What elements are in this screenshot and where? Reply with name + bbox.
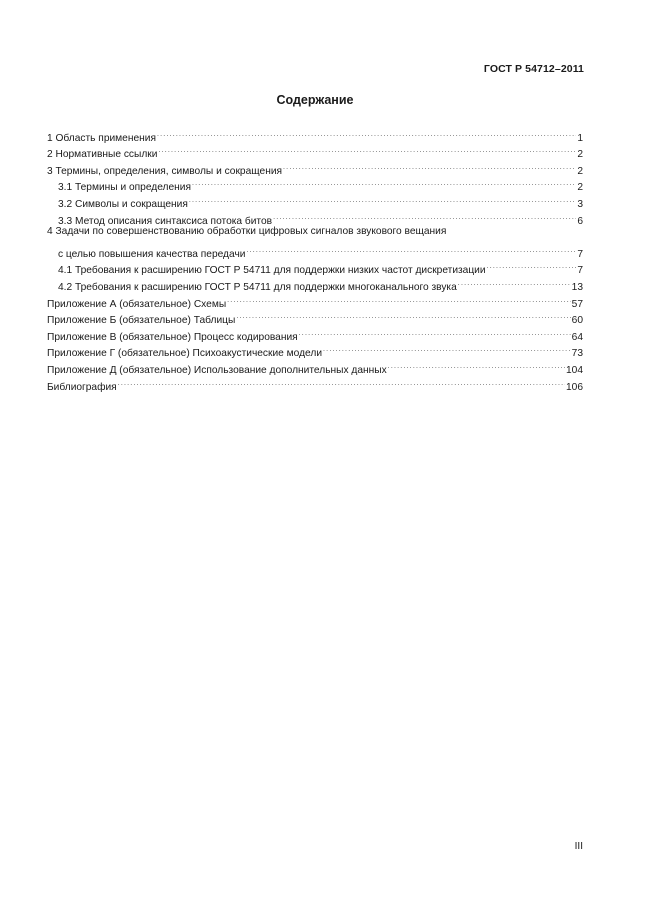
toc-entry-page: 2 [577,165,583,177]
toc-dot-leader [189,190,576,207]
toc-entry-page: 2 [577,149,583,161]
toc-entry[interactable] [47,373,583,393]
toc-title: Содержание [276,93,354,107]
toc-entry-text: 3.3 Метод описания синтаксиса потока битов [58,215,273,227]
toc-entry-page: 2 [577,182,583,194]
toc-dot-leader [227,290,571,307]
toc-dot-leader [236,307,570,324]
toc-entry-text: 3.1 Термины и определения [58,182,191,194]
toc-entry-page: 3 [577,198,583,210]
toc-entry-text: Приложение Б (обязательное) Таблицы [47,315,236,327]
toc-dot-leader [283,157,576,174]
toc-entry-page: 7 [577,248,583,260]
toc-entry-page: 106 [566,381,583,393]
toc-entry-text: 4 Задачи по совершенствованию обработки цифровых сигналов звукового вещания [47,225,447,237]
toc-entry-text: 1 Область применения [47,132,156,144]
toc-dot-leader [323,340,571,357]
toc-entry-heading-line[interactable] [47,224,583,241]
toc-dot-leader [157,124,576,141]
toc-dot-leader [299,323,571,340]
toc-entry-text: Приложение А (обязательное) Схемы [47,298,227,310]
toc-entry-page: 60 [571,315,583,327]
toc-entry-text: 3.2 Символы и сокращения [58,198,188,210]
toc-entry-page: 104 [566,364,583,376]
toc-dot-leader [158,141,576,158]
toc-entry-text: Приложение Г (обязательное) Психоакустические модели [47,348,323,360]
table-of-contents [47,124,583,393]
toc-entry[interactable] [47,124,583,144]
toc-entry-page: 6 [577,215,583,227]
toc-entry-text: 4.1 Требования к расширению ГОСТ Р 54711 для поддержки низких частот дискретизации [58,265,486,277]
toc-entry-text: Библиография [47,381,117,393]
toc-dot-leader [273,207,576,224]
toc-entry-page: 73 [571,348,583,360]
toc-dot-leader [118,373,565,390]
toc-entry-text: Приложение В (обязательное) Процесс кодирования [47,331,298,343]
page-number: III [574,841,583,852]
toc-entry-page: 57 [571,298,583,310]
toc-entry-page: 1 [577,132,583,144]
toc-entry-page: 7 [577,265,583,277]
toc-dot-leader [192,174,576,191]
toc-dot-leader [388,356,565,373]
toc-dot-leader [246,240,576,257]
toc-entry-text: Приложение Д (обязательное) Использование дополнительных данных [47,364,387,376]
toc-entry-text: 4.2 Требования к расширению ГОСТ Р 54711 для поддержки многоканального звука [58,281,457,293]
toc-entry-page: 13 [571,281,583,293]
toc-entry-text: с целью повышения качества передачи [58,248,246,260]
toc-entry-continuation[interactable] [47,240,583,260]
toc-dot-leader [458,273,571,290]
document-code: ГОСТ Р 54712–2011 [483,63,584,75]
toc-dot-leader [487,257,577,274]
toc-entry-text: 3 Термины, определения, символы и сокращения [47,165,283,177]
toc-entry-page: 64 [571,331,583,343]
toc-entry-text: 2 Нормативные ссылки [47,149,158,161]
